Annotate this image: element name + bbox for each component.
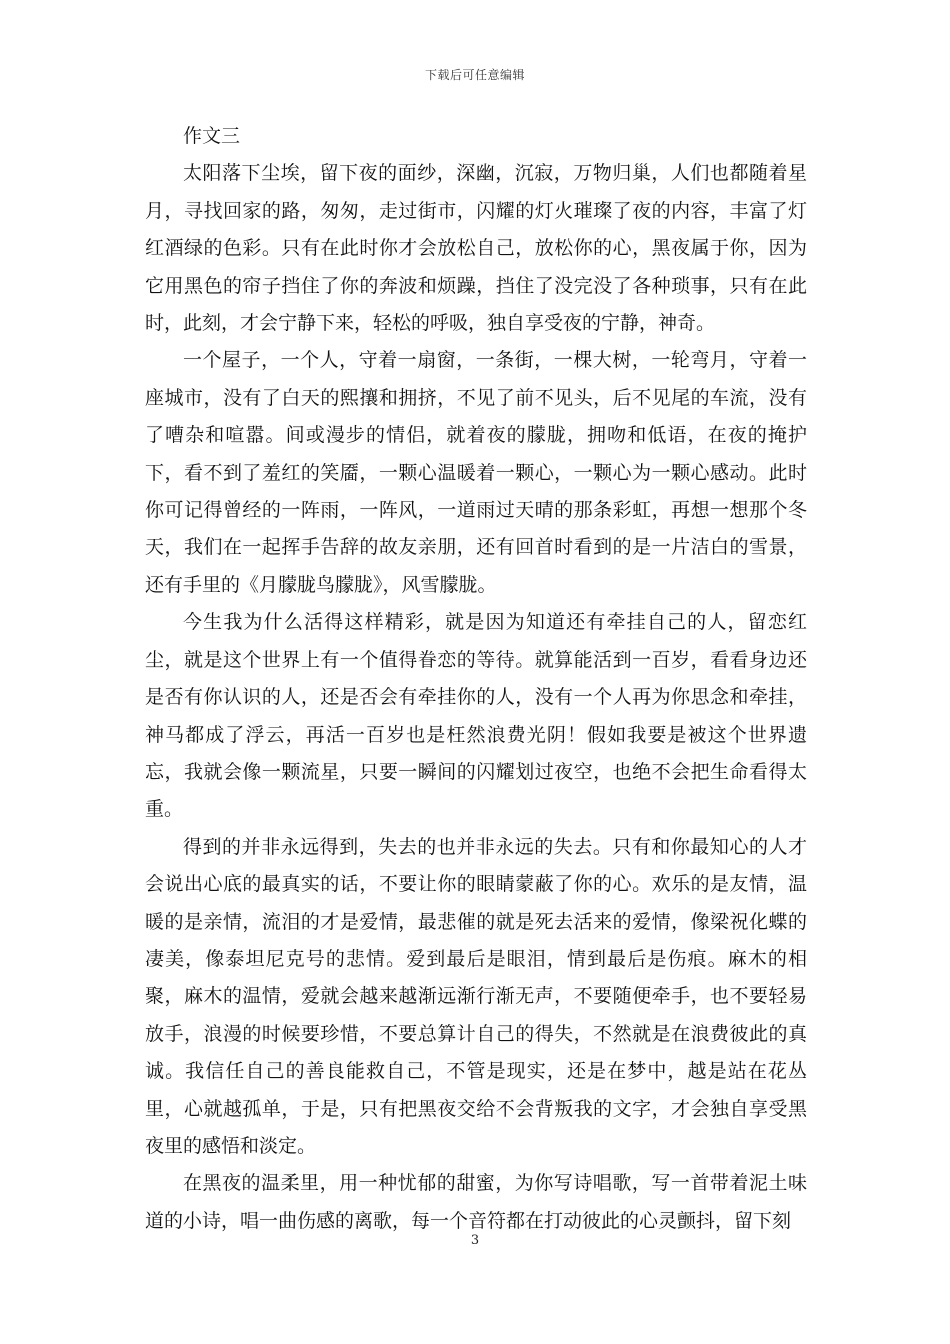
article-body bbox=[145, 118, 807, 1240]
article-title: 作文三 bbox=[183, 125, 241, 147]
page-header: 下载后可任意编辑 bbox=[424, 68, 525, 82]
page-number: 3 bbox=[470, 1233, 480, 1248]
paragraph-5: 在黑夜的温柔里，用一种忧郁的甜蜜，为你写诗唱歌，写一首带着泥土味道的小诗，唱一曲伤感的离歌，每一个音符都在打动彼此的心灵颤抖，留下刻 bbox=[145, 1172, 807, 1232]
paragraph-2: 一个屋子，一个人，守着一扇窗，一条街，一棵大树，一轮弯月，守着一座城市，没有了白天的熙攘和拥挤，不见了前不见头，后不见尾的车流，没有了嘈杂和喧嚣。间或漫步的情侣，就着夜的朦胧，拥吻和低语，在夜的掩护下，看不到了羞红的笑靥，一颗心温暖着一颗心，一颗心为一颗心感动。此时你可记得曾经的一阵雨，一阵风，一道雨过天晴的那条彩虹，再想一想那个冬天，我们在一起挥手告辞的故友亲朋，还有回首时看到的是一片洁白的雪景，还有手里的《月朦胧鸟朦胧》，风雪朦胧。 bbox=[145, 349, 807, 596]
paragraph-1: 太阳落下尘埃，留下夜的面纱，深幽，沉寂，万物归巢，人们也都随着星月，寻找回家的路，匆匆，走过街市，闪耀的灯火璀璨了夜的内容，丰富了灯红酒绿的色彩。只有在此时你才会放松自己，放松你的心，黑夜属于你，因为它用黑色的帘子挡住了你的奔波和烦躁，挡住了没完没了各种琐事，只有在此时，此刻，才会宁静下来，轻松的呼吸，独自享受夜的宁静，神奇。 bbox=[145, 162, 807, 335]
paragraph-4: 得到的并非永远得到，失去的也并非永远的失去。只有和你最知心的人才会说出心底的最真实的话，不要让你的眼睛蒙蔽了你的心。欢乐的是友情，温暖的是亲情，流泪的才是爱情，最悲催的就是死去活来的爱情，像梁祝化蝶的凄美，像泰坦尼克号的悲情。爱到最后是眼泪，情到最后是伤痕。麻木的相聚，麻木的温情，爱就会越来越渐远渐行渐无声，不要随便牵手，也不要轻易放手，浪漫的时候要珍惜，不要总算计自己的得失，不然就是在浪费彼此的真诚。我信任自己的善良能救自己，不管是现实，还是在梦中，越是站在花丛里，心就越孤单，于是，只有把黑夜交给不会背叛我的文字，才会独自享受黑夜里的感悟和淡定。 bbox=[145, 835, 807, 1157]
paragraph-3: 今生我为什么活得这样精彩，就是因为知道还有牵挂自己的人，留恋红尘，就是这个世界上有一个值得眷恋的等待。就算能活到一百岁，看看身边还是否有你认识的人，还是否会有牵挂你的人，没有一个人再为你思念和牵挂，神马都成了浮云，再活一百岁也是枉然浪费光阴！假如我要是被这个世界遗忘，我就会像一颗流星，只要一瞬间的闪耀划过夜空，也绝不会把生命看得太重。 bbox=[145, 611, 807, 821]
